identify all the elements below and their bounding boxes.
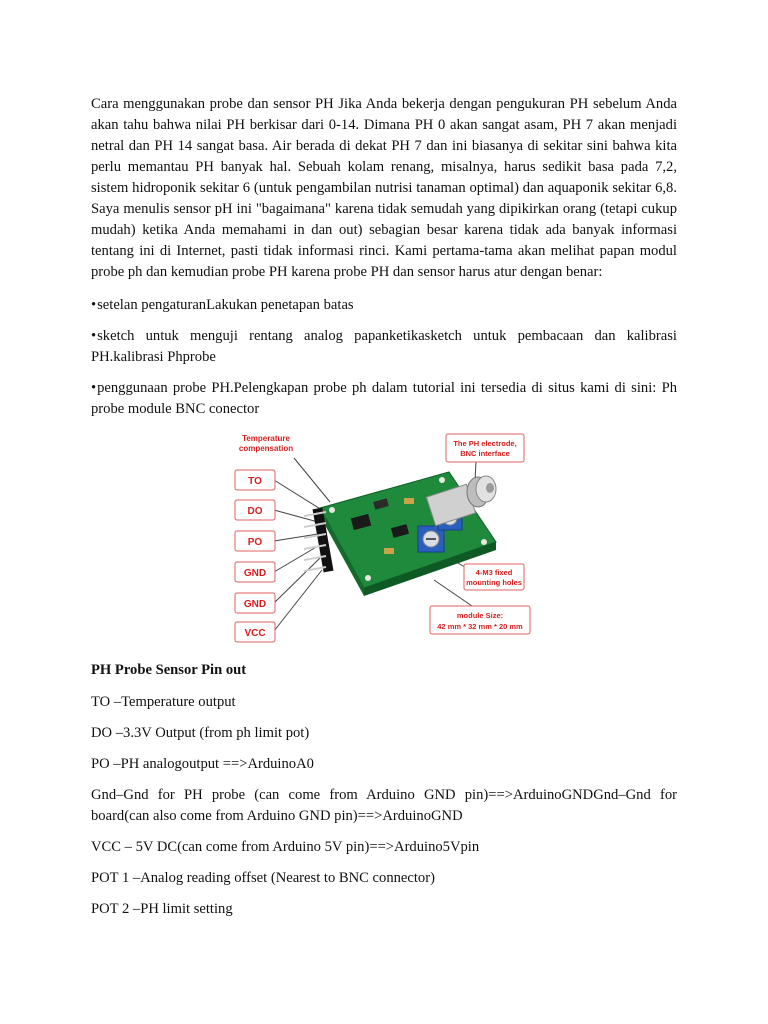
label-text: The PH electrode, [453, 439, 517, 448]
pin-label-text: VCC [244, 628, 266, 639]
pinout-line: Gnd–Gnd for PH probe (can come from Arduino GND pin)==>ArduinoGNDGnd–Gnd for board(can also come from Arduino GND pin)==>ArduinoGND [91, 787, 677, 824]
label-text: compensation [238, 444, 294, 453]
ph-module-illustration [234, 430, 534, 648]
pin-label-text: GND [243, 599, 267, 610]
label-module-size [430, 606, 530, 634]
document-body [91, 94, 677, 930]
smd-part [404, 498, 414, 504]
bullet-text: sketch untuk menguji rentang analog papanketikasketch untuk pembacaan dan kalibrasi PH.kalibrasi Phprobe [91, 328, 677, 365]
smd-part [384, 548, 394, 554]
pinout-line: VCC – 5V DC(can come from Arduino 5V pin)==>Arduino5Vpin [91, 839, 480, 855]
bullet-text: setelan pengaturanLakukan penetapan batas [97, 297, 354, 313]
pin-label-text: GND [243, 568, 267, 579]
label-text: 4-M3 fixed [475, 568, 513, 577]
pinout-line: DO –3.3V Output (from ph limit pot) [91, 725, 310, 741]
mounting-hole [439, 477, 445, 483]
pin-label-to [235, 470, 275, 490]
pin-label-gnd-2 [235, 593, 275, 613]
label-text: 42 mm * 32 mm * 20 mm [437, 622, 523, 631]
label-text: BNC interface [460, 449, 510, 458]
label-text: Temperature [242, 434, 290, 443]
pinout-line: TO –Temperature output [91, 694, 236, 710]
label-text: module Size: [456, 611, 504, 620]
pinout-line: PO –PH analogoutput ==>ArduinoA0 [91, 756, 314, 772]
pin-label-do [235, 500, 275, 520]
pinout-heading: PH Probe Sensor Pin out [91, 662, 247, 678]
pin-label-vcc [235, 622, 275, 642]
bullet-text: penggunaan probe PH.Pelengkapan probe ph dalam tutorial ini tersedia di situs kami di sini: Ph probe module BNC conector [91, 380, 677, 417]
label-ph-electrode [446, 434, 524, 462]
label-temperature-compensation [239, 434, 293, 453]
bullet-dot: • [91, 328, 97, 344]
mounting-hole [329, 507, 335, 513]
bullet-dot: • [91, 380, 97, 396]
label-mounting-holes [464, 564, 524, 590]
pin-label-po [235, 531, 275, 551]
bullet-dot: • [91, 297, 97, 313]
pinout-line: POT 2 –PH limit setting [91, 901, 233, 917]
pin-label-text: DO [247, 506, 263, 517]
mounting-hole [481, 539, 487, 545]
pin-label-text: PO [247, 537, 263, 548]
pinout-line: POT 1 –Analog reading offset (Nearest to BNC connector) [91, 870, 435, 886]
bullet-item [91, 295, 677, 316]
bullet-item [91, 326, 677, 368]
ph-module-figure [234, 430, 534, 648]
pin-label-text: TO [248, 476, 262, 487]
label-text: mounting holes [466, 578, 522, 587]
intro-paragraph: Cara menggunakan probe dan sensor PH Jika Anda bekerja dengan pengukuran PH sebelum Anda akan tahu bahwa nilai PH berkisar dari 0-14. Dimana PH 0 akan sangat asam, PH 7 akan menjadi netral dan PH 14 sangat basa. Air berada di dekat PH 7 dan ini biasanya di sekitar sini bahwa kita perlu memantau PH banyak hal. Sebuah kolam renang, misalnya, harus sedikit basa pada 7,2, sistem hidroponik sekitar 6 (untuk pengambilan nutrisi tanaman optimal) dan aquaponik sekitar 6,8. Saya menulis sensor pH ini "bagaimana" karena tidak semudah yang dipikirkan orang (tetapi cukup mudah) ketika Anda memahami in dan out) sebagian besar karena tidak ada banyak informasi tentang ini di Internet, pasti tidak informasi rinci. Kami pertama-tama akan melihat papan modul probe ph dan kemudian probe PH karena probe PH dan sensor harus atur dengan benar: [91, 96, 677, 280]
pin-label-gnd [235, 562, 275, 582]
bullet-item [91, 378, 677, 420]
mounting-hole [365, 575, 371, 581]
